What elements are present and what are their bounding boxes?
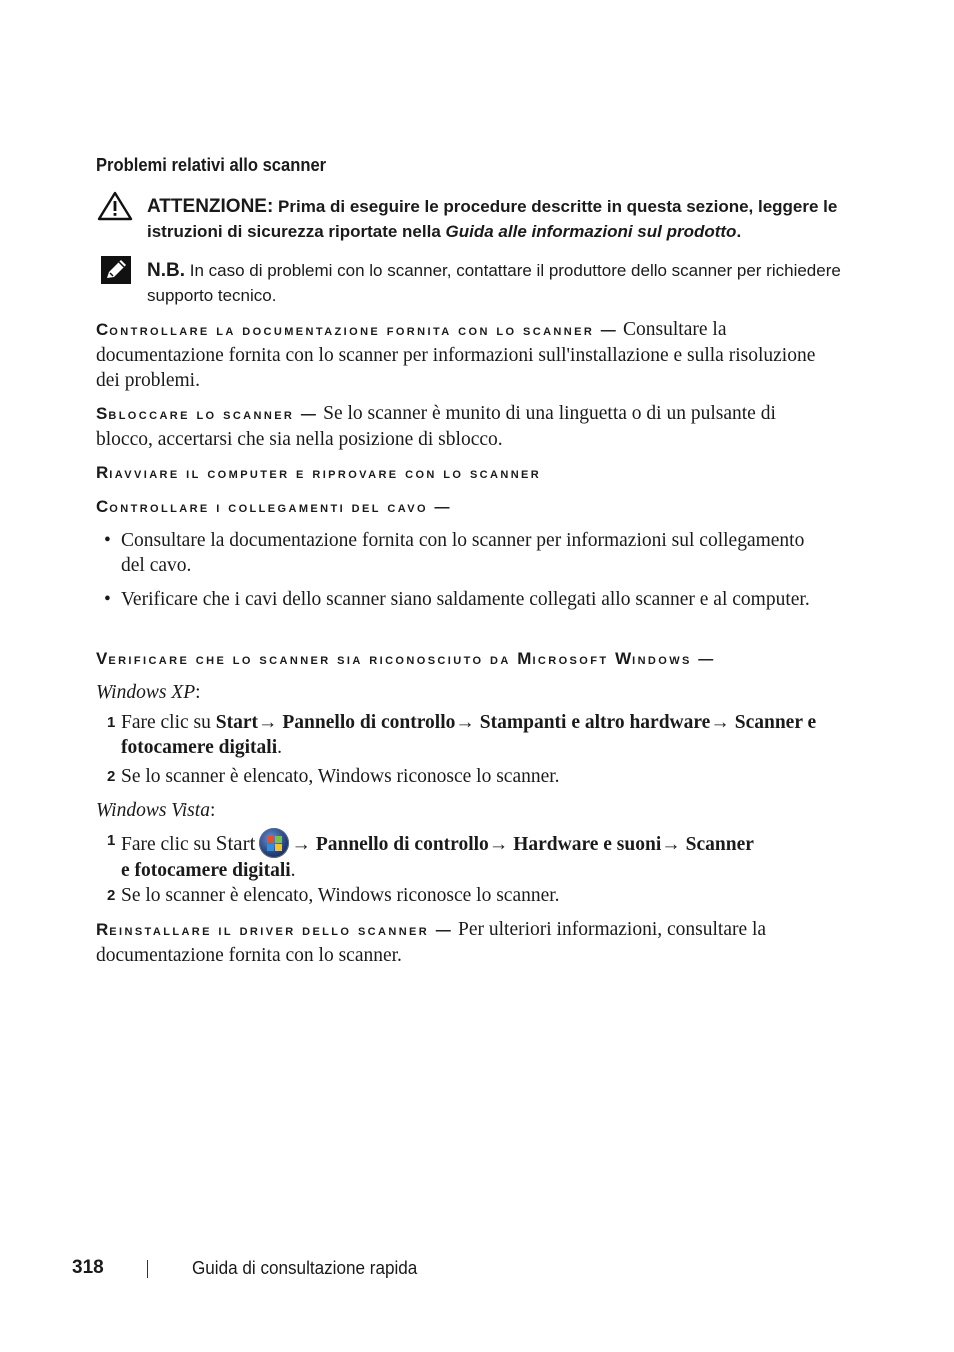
caution-text: Prima di eseguire le procedure descritte in questa sezione, leggere le istruzioni di sicurezza riportate nella <box>147 197 838 241</box>
item-check-cables <box>96 494 826 520</box>
item-heading: Controllare la documentazione fornita con lo scanner — <box>96 320 619 339</box>
item-heading: Verificare che lo scanner sia riconosciuto da Microsoft Windows — <box>96 649 716 668</box>
item-heading: Sbloccare lo scanner — <box>96 404 319 423</box>
footer-title: Guida di consultazione rapida <box>192 1258 418 1278</box>
vista-step-1: Fare clic su Start → Pannello di controllo→ Hardware e suoni→ Scanner e fotocamere digitali. <box>121 828 821 883</box>
windows-xp-label: Windows XP: <box>96 682 201 703</box>
caution-lead: ATTENZIONE: <box>147 196 274 217</box>
note-pencil-icon <box>101 256 131 284</box>
step-number: 2 <box>107 887 116 904</box>
item-unlock-scanner <box>96 401 826 452</box>
bullet-item: Consultare la documentazione fornita con lo scanner per informazioni sul collegamento del cavo. <box>121 530 805 576</box>
bullet-marker: • <box>104 530 111 551</box>
caution-link-text: Guida alle informazioni sul prodotto <box>445 222 737 241</box>
step-number: 1 <box>107 714 116 731</box>
bullet-item: Verificare che i cavi dello scanner siano saldamente collegati allo scanner e al computer. <box>121 589 810 610</box>
caution-notice: ATTENZIONE: Prima di eseguire le procedure descritte in questa sezione, leggere le istruzioni di sicurezza riportate nella Guida alle informazioni sul prodotto. <box>147 196 838 241</box>
item-text: Per ulteriori informazioni, consultare la documentazione fornita con lo scanner. <box>96 919 767 966</box>
item-restart-computer <box>96 460 826 486</box>
xp-step-2: Se lo scanner è elencato, Windows riconosce lo scanner. <box>121 766 560 787</box>
item-heading: Reinstallare il driver dello scanner — <box>96 920 454 939</box>
note-text: In caso di problemi con lo scanner, contattare il produttore dello scanner per richiedere supporto tecnico. <box>147 261 841 305</box>
item-text: Consultare la documentazione fornita con lo scanner per informazioni sull'installazione e sulla risoluzione dei problemi. <box>96 319 816 391</box>
item-reinstall-driver <box>96 917 826 968</box>
page-number: 318 <box>72 1257 104 1278</box>
item-verify-windows-recognition <box>96 646 826 672</box>
vista-step-2: Se lo scanner è elencato, Windows riconosce lo scanner. <box>121 885 560 906</box>
note-notice <box>147 258 847 308</box>
item-heading: Controllare i collegamenti del cavo — <box>96 497 452 516</box>
xp-step-1: Fare clic su Start→ Pannello di controllo→ Stampanti e altro hardware→ Scanner e fotocamere digitali. <box>121 712 817 758</box>
item-check-documentation <box>96 317 826 393</box>
windows-vista-label: Windows Vista: <box>96 800 216 821</box>
windows-start-icon <box>259 828 289 858</box>
section-title: Problemi relativi allo scanner <box>96 155 327 175</box>
item-heading: Riavviare il computer e riprovare con lo scanner <box>96 463 542 482</box>
item-text: Se lo scanner è munito di una linguetta o di un pulsante di blocco, accertarsi che sia nella posizione di sblocco. <box>96 403 776 450</box>
warning-icon <box>97 191 133 221</box>
bullet-marker: • <box>104 589 111 610</box>
footer-divider <box>147 1260 148 1278</box>
step-number: 1 <box>107 832 116 849</box>
step-number: 2 <box>107 768 116 785</box>
note-lead: N.B. <box>147 260 185 281</box>
